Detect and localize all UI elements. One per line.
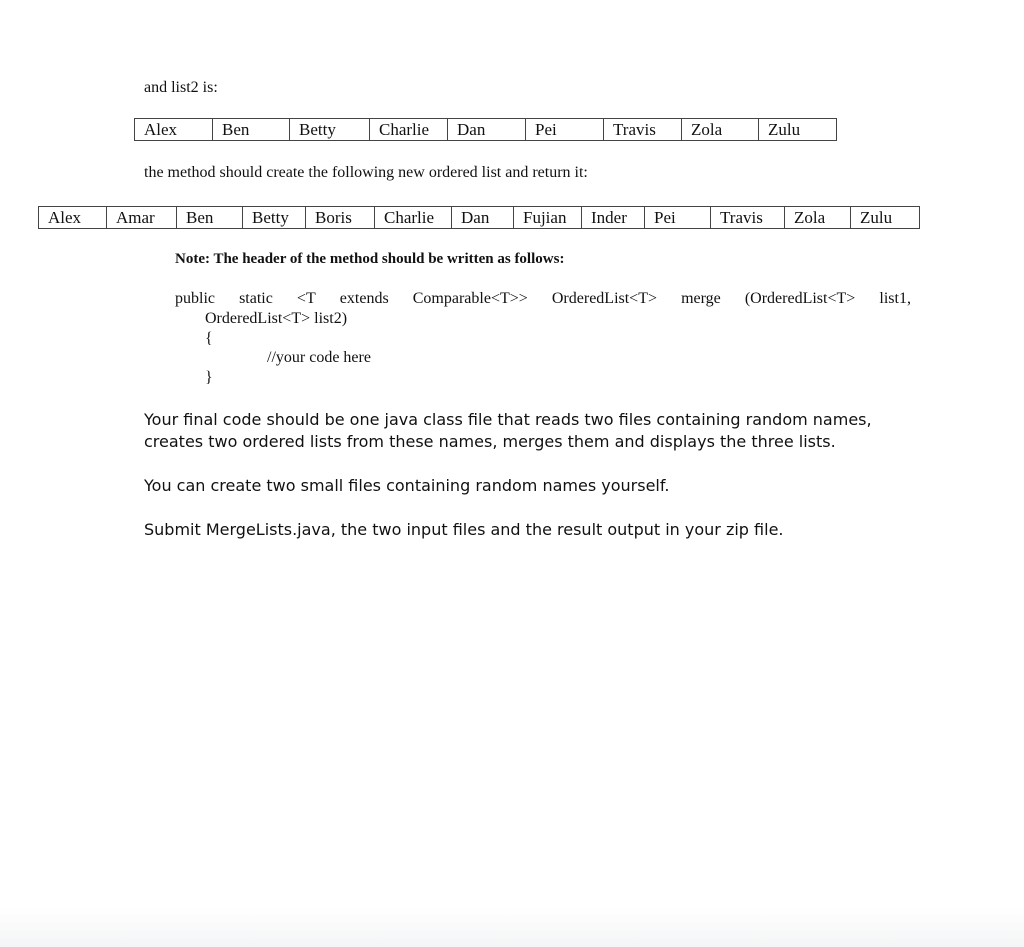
merged-list-row: [39, 207, 920, 229]
merged-list-cell: Travis: [711, 207, 785, 229]
code-line-2: OrderedList<T> list2): [205, 310, 348, 327]
merged-list-cell: Boris: [306, 207, 375, 229]
list2-row: [135, 119, 837, 141]
paragraph-final-code-line-1: Your final code should be one java class file that reads two files containing random names,: [144, 410, 872, 429]
list2-cell: Alex: [135, 119, 213, 141]
list2-cell: Betty: [290, 119, 370, 141]
list2-cell: Charlie: [370, 119, 448, 141]
code-word: list1,: [879, 290, 911, 307]
paragraph-final-code-line-2: creates two ordered lists from these names, merges them and displays the three lists.: [144, 432, 836, 451]
merged-list-cell: Charlie: [375, 207, 452, 229]
code-word: merge: [681, 290, 721, 307]
code-word: static: [239, 290, 273, 307]
paragraph-create-files: You can create two small files containing random names yourself.: [144, 476, 670, 495]
code-word: (OrderedList<T>: [744, 290, 856, 307]
merged-list-cell: Zola: [785, 207, 851, 229]
intro-text: and list2 is:: [144, 79, 218, 96]
list2-cell: Dan: [448, 119, 526, 141]
list2-cell: Pei: [526, 119, 604, 141]
code-close-brace: }: [205, 369, 213, 386]
list2-cell: Travis: [604, 119, 682, 141]
merged-list-table: [38, 206, 920, 229]
merged-list-cell: Amar: [107, 207, 177, 229]
code-line-1: [175, 290, 911, 308]
code-word: Comparable<T>>: [412, 290, 528, 307]
merged-list-cell: Dan: [452, 207, 514, 229]
merged-list-cell: Pei: [645, 207, 711, 229]
code-word: OrderedList<T>: [551, 290, 657, 307]
code-word: <T: [296, 290, 316, 307]
code-comment: //your code here: [267, 349, 371, 366]
paragraph-submit: Submit MergeLists.java, the two input files and the result output in your zip file.: [144, 520, 784, 539]
list2-cell: Ben: [213, 119, 290, 141]
list2-table: [134, 118, 837, 141]
code-open-brace: {: [205, 330, 213, 347]
list2-cell: Zulu: [759, 119, 837, 141]
merged-list-cell: Inder: [582, 207, 645, 229]
merged-list-cell: Zulu: [851, 207, 920, 229]
method-text: the method should create the following new ordered list and return it:: [144, 164, 588, 181]
merged-list-cell: Alex: [39, 207, 107, 229]
merged-list-cell: Betty: [243, 207, 306, 229]
list2-cell: Zola: [682, 119, 759, 141]
page-bottom-shadow: [0, 907, 1024, 947]
code-word: extends: [339, 290, 389, 307]
note-heading: Note: The header of the method should be written as follows:: [175, 251, 565, 267]
merged-list-cell: Fujian: [514, 207, 582, 229]
merged-list-cell: Ben: [177, 207, 243, 229]
code-word: public: [175, 290, 215, 307]
